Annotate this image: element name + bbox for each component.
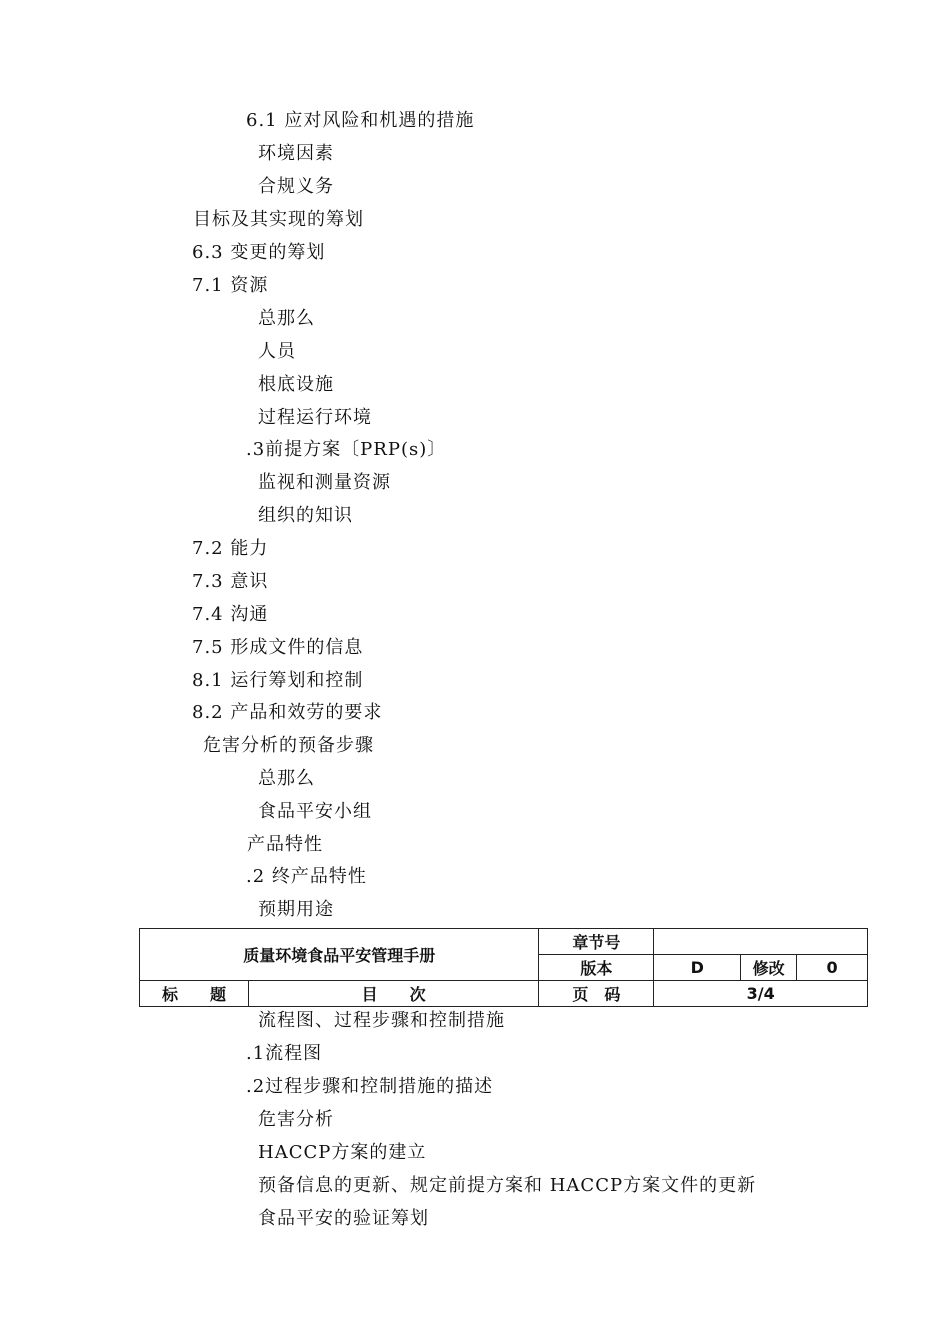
toc-entry: 8.2 产品和效劳的要求 [192, 702, 383, 723]
toc-entry: .1流程图 [246, 1043, 323, 1064]
manual-title: 质量环境食品平安管理手册 [140, 929, 539, 981]
toc-entry: 过程运行环境 [258, 407, 372, 428]
toc-entry: 目标及其实现的筹划 [193, 209, 364, 230]
toc-entry: 环境因素 [258, 143, 334, 164]
title-label: 标 题 [140, 981, 249, 1007]
toc-entry: 6.3 变更的筹划 [192, 242, 326, 263]
toc-entry: 合规义务 [258, 176, 334, 197]
manual-header-table [139, 928, 868, 1007]
toc-entry: 危害分析的预备步骤 [203, 735, 374, 756]
toc-entry: 组织的知识 [258, 505, 353, 526]
toc-entry: 预期用途 [258, 899, 334, 920]
toc-entry: .2过程步骤和控制措施的描述 [246, 1076, 494, 1097]
toc-entry: 流程图、过程步骤和控制措施 [258, 1010, 505, 1031]
toc-entry: 7.4 沟通 [192, 604, 269, 625]
toc-entry: 监视和测量资源 [258, 472, 391, 493]
toc-entry: 食品平安的验证筹划 [258, 1208, 429, 1229]
toc-entry: 食品平安小组 [258, 801, 372, 822]
toc-entry: 总那么 [258, 308, 315, 329]
page-value: 3/4 [654, 981, 868, 1007]
chapter-value [654, 929, 868, 955]
page-label: 页 码 [539, 981, 654, 1007]
toc-entry: 7.5 形成文件的信息 [192, 637, 364, 658]
toc-entry: 8.1 运行筹划和控制 [192, 670, 364, 691]
version-value: D [654, 955, 741, 981]
toc-entry: 7.3 意识 [192, 571, 269, 592]
toc-entry: 预备信息的更新、规定前提方案和 HACCP方案文件的更新 [258, 1175, 757, 1196]
toc-entry: 危害分析 [258, 1109, 334, 1130]
toc-entry: HACCP方案的建立 [258, 1142, 427, 1163]
revision-label: 修改 [741, 955, 797, 981]
version-label: 版本 [539, 955, 654, 981]
toc-entry: 根底设施 [258, 374, 334, 395]
toc-entry: 人员 [258, 341, 296, 362]
toc-entry: 7.1 资源 [192, 275, 269, 296]
toc-entry: 产品特性 [247, 834, 323, 855]
toc-entry: 6.1 应对风险和机遇的措施 [246, 110, 475, 131]
contents-label: 目 次 [248, 981, 539, 1007]
toc-entry: .3前提方案〔PRP(s)〕 [246, 439, 447, 460]
chapter-label: 章节号 [539, 929, 654, 955]
toc-entry: .2 终产品特性 [246, 866, 367, 887]
toc-entry: 7.2 能力 [192, 538, 269, 559]
revision-value: 0 [797, 955, 868, 981]
toc-entry: 总那么 [258, 768, 315, 789]
